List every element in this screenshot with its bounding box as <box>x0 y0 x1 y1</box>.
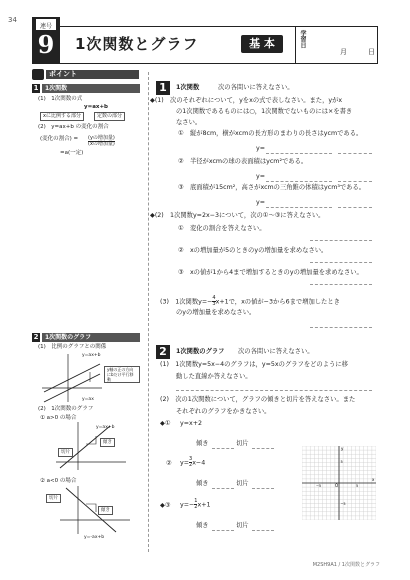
answer-line[interactable] <box>310 262 372 263</box>
rate-equation: =a(一定) <box>60 150 84 156</box>
page-title: 1次関数とグラフ <box>75 35 199 53</box>
intercept-label: 切片 <box>236 480 249 487</box>
unit-badge <box>32 17 60 64</box>
rate-label: (変化の割合) = <box>40 136 79 142</box>
graph-label: y=-ax+b <box>84 535 105 540</box>
f3-fraction-denominator: 2 <box>194 504 198 510</box>
answer-line[interactable] <box>266 207 332 208</box>
section-2-title: 1次関数のグラフ <box>176 348 225 355</box>
slope-answer[interactable] <box>212 488 234 489</box>
answer-prefix: y= <box>256 173 266 180</box>
point-item: (1) 比例のグラフとの関係 <box>38 344 107 350</box>
subquestion: ① 縦が8cm，横がxcmの長方形のまわりの長さはycmである。 <box>178 130 363 137</box>
section-1-number: 1 <box>156 81 170 95</box>
section-1-title: 1次関数 <box>176 84 200 91</box>
answer-line[interactable] <box>338 181 372 182</box>
f3-prefix: y=− <box>180 501 195 509</box>
unit-label: 連号 <box>35 18 57 31</box>
intercept-box: 切片 <box>46 494 61 503</box>
slope-box: 傾き <box>100 438 115 447</box>
points-label: ポイント <box>46 70 139 79</box>
question-1-1-cont: の1次関数であるものには○，1次関数でないものには×を書き <box>176 108 353 115</box>
graph-label-top: y=ax+b <box>82 353 101 358</box>
proportional-part-box: xに比例する部分 <box>40 112 84 121</box>
slope-label: 傾き <box>196 522 209 529</box>
study-date-box <box>295 27 380 63</box>
section-number: 2 <box>33 333 39 341</box>
point-item: (2) y=ax+b の変化の割合 <box>38 124 109 130</box>
month-label: 月 <box>340 48 347 56</box>
question-2-1: (1) 1次関数y=5x−4のグラフは，y=5xのグラフをどのように移 <box>160 361 348 368</box>
answer-prefix: y= <box>256 145 266 152</box>
tick-label-x5: 5 <box>356 484 359 488</box>
slope-box: 傾き <box>98 506 113 515</box>
rate-denominator: (xの増加量) <box>88 141 115 147</box>
tick-label-ym5: −5 <box>340 502 346 506</box>
rate-fraction <box>88 131 115 150</box>
answer-line[interactable] <box>338 153 372 154</box>
item-mark: ◆③ <box>160 502 171 509</box>
q3-prefix: (3) 1次関数y=− <box>160 298 213 306</box>
increasing-graph <box>56 422 126 470</box>
tick-label-xm5: −5 <box>316 484 322 488</box>
unit-header <box>32 23 378 64</box>
section-2-number: 2 <box>156 345 170 359</box>
f2-fraction-denominator: 2 <box>189 462 193 468</box>
unit-number: 9 <box>37 30 55 59</box>
page-number: 34 <box>8 16 17 24</box>
points-section-2-header <box>32 333 140 342</box>
intercept-label: 切片 <box>236 522 249 529</box>
section-title: 1次関数 <box>42 84 140 93</box>
item-mark: ◆① <box>160 420 171 427</box>
points-bar <box>32 69 136 80</box>
section-1-instruction: 次の各問いに答えなさい。 <box>218 84 294 91</box>
case-label: ② a<0 の場合 <box>40 478 77 484</box>
y-axis-label: y <box>341 446 344 451</box>
case-label: ① a>0 の場合 <box>40 415 77 421</box>
slope-label: 傾き <box>196 440 209 447</box>
slope-answer[interactable] <box>212 448 234 449</box>
q3-fraction-numerator: 4 <box>212 295 216 301</box>
function-2 <box>180 457 205 468</box>
question-1-2: ◆(2) 1次関数y=2x−3について，次の①〜③に答えなさい。 <box>150 212 325 219</box>
f3-suffix: x+1 <box>197 501 211 509</box>
subquestion: ② 半径がxcmの球の表面積はycm²である。 <box>178 158 308 165</box>
answer-line[interactable] <box>338 207 372 208</box>
intercept-label: 切片 <box>236 440 249 447</box>
answer-line[interactable] <box>310 327 372 328</box>
graph-grid[interactable] <box>302 446 376 520</box>
function-1: y=x+2 <box>180 420 203 427</box>
point-item: (1) 1次関数の式 <box>38 96 83 102</box>
slope-label: 傾き <box>196 480 209 487</box>
answer-line[interactable] <box>266 153 332 154</box>
f3-fraction-numerator: 1 <box>194 498 198 504</box>
question-1-3 <box>160 296 340 307</box>
translation-note: y軸の正の方向にbだけ平行移動 <box>104 366 140 383</box>
graph-label-bottom: y=ax <box>82 397 94 402</box>
intercept-box: 切片 <box>58 448 73 457</box>
answer-prefix: y= <box>256 199 266 206</box>
formula: y=ax+b <box>84 104 108 110</box>
question-1-1: ◆(1) 次のそれぞれについて，yをxの式で表しなさい。また，yがx <box>150 97 343 104</box>
intercept-answer[interactable] <box>252 530 274 531</box>
f2-prefix: y= <box>180 459 190 467</box>
section-title: 1次関数のグラフ <box>42 333 140 342</box>
q3-fraction-denominator: 3 <box>212 301 216 307</box>
subquestion: ② xの増加量が5のときのyの増加量を求めなさい。 <box>178 247 328 254</box>
answer-line[interactable] <box>176 390 372 391</box>
rate-numerator: (yの増加量) <box>88 135 115 141</box>
question-2-2-cont: それぞれのグラフをかきなさい。 <box>176 408 271 415</box>
study-date-label: 学習日 <box>299 30 306 48</box>
slope-answer[interactable] <box>212 530 234 531</box>
slope-triangle <box>86 504 96 512</box>
slope-triangle <box>86 436 96 444</box>
question-1-3-cont: のyの増加量を求めなさい。 <box>176 309 256 316</box>
f2-suffix: x−4 <box>192 459 206 467</box>
subquestion: ③ xの値が1から4まで増加するときのyの増加量を求めなさい。 <box>178 269 363 276</box>
function-3 <box>180 499 210 510</box>
item-mark: ② <box>166 460 172 467</box>
constant-part-box: 定数の部分 <box>94 112 125 121</box>
answer-line[interactable] <box>266 181 332 182</box>
footer-code: M2SH9A1 / 1次関数とグラフ <box>312 562 380 568</box>
decreasing-graph <box>60 486 130 534</box>
question-2-1-cont: 動した直線か答えなさい。 <box>176 373 252 380</box>
column-divider <box>148 72 150 552</box>
f2-fraction-numerator: 3 <box>189 456 193 462</box>
tick-label-y5: 5 <box>340 460 343 464</box>
subquestion: ① 変化の割合を答えなさい。 <box>178 225 266 232</box>
q3-suffix: x+1で，xの値が−3から6まで増加したとき <box>215 298 340 306</box>
answer-line[interactable] <box>310 240 372 241</box>
x-axis-label: x <box>372 477 375 482</box>
day-label: 日 <box>368 48 375 56</box>
section-number: 1 <box>33 84 39 92</box>
graph-label: y=ax+b <box>96 425 115 430</box>
intercept-answer[interactable] <box>252 488 274 489</box>
intercept-answer[interactable] <box>252 448 274 449</box>
subquestion: ③ 底面積が15cm²，高さがxcmの三角錐の体積はycm³である。 <box>178 184 366 191</box>
point-item: (2) 1次関数のグラフ <box>38 406 94 412</box>
section-2-instruction: 次の各問いに答えなさい。 <box>238 348 314 355</box>
points-section-1-header <box>32 84 140 93</box>
level-badge: 基 本 <box>241 35 283 53</box>
hand-icon <box>32 69 44 80</box>
question-1-1-cont: なさい。 <box>176 119 202 126</box>
question-2-2: (2) 次の1次関数について，グラフの傾きと切片を答えなさい。また <box>160 396 356 403</box>
origin-label: O <box>335 483 339 488</box>
answer-line[interactable] <box>310 284 372 285</box>
